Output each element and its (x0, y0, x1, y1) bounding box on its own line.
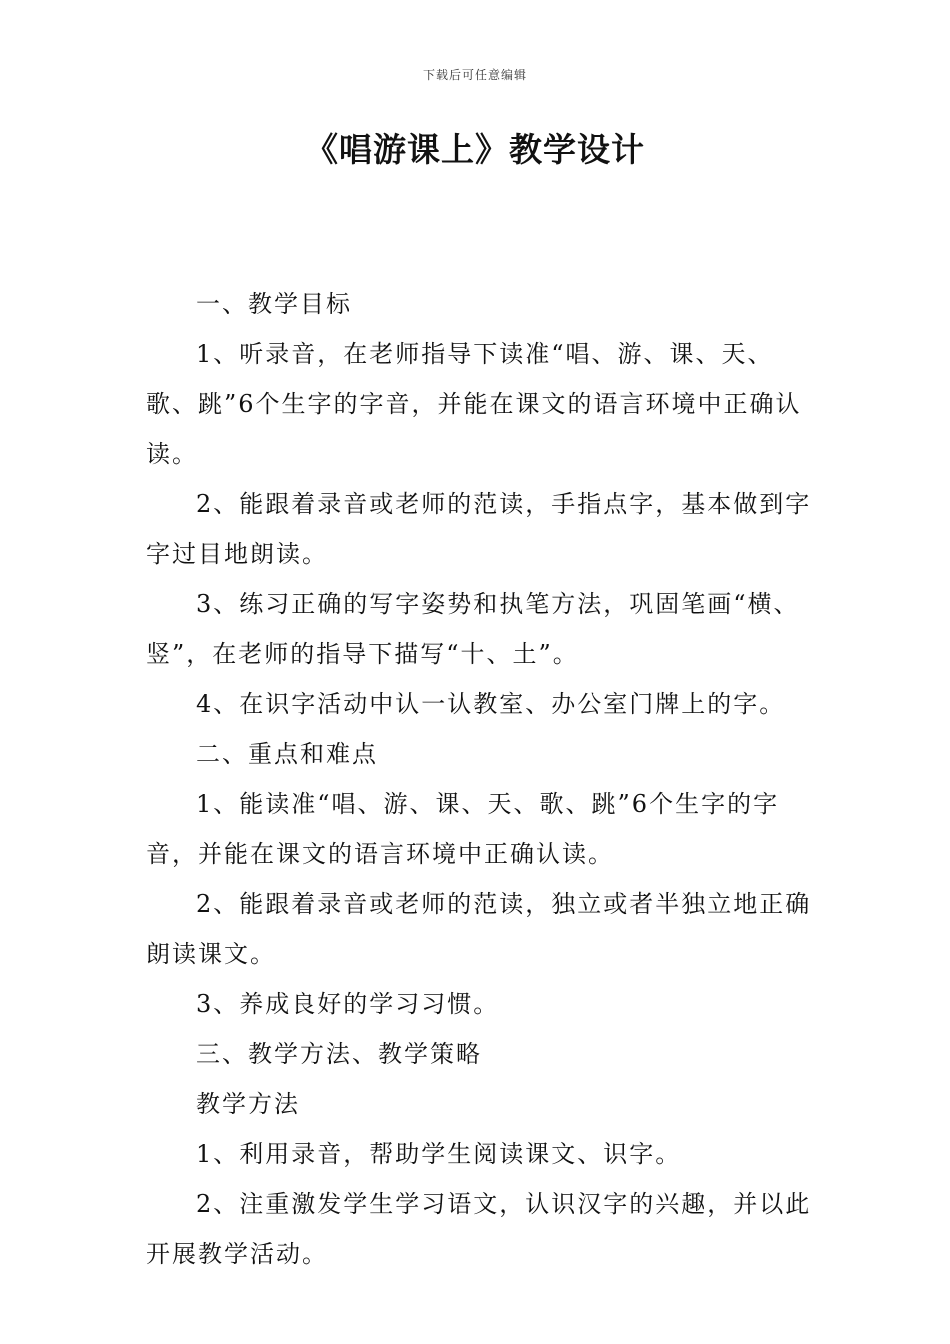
section-heading-objectives: 一、教学目标 (196, 290, 352, 318)
key-point-item-2: 2、能跟着录音或老师的范读，独立或者半独立地正确朗读课文。 (146, 890, 812, 968)
method-item-2: 2、注重激发学生学习语文，认识汉字的兴趣，并以此开展教学活动。 (146, 1190, 812, 1268)
document-body (146, 279, 816, 1279)
objective-item-4: 4、在识字活动中认一认教室、办公室门牌上的字。 (196, 690, 786, 718)
objective-item-2: 2、能跟着录音或老师的范读，手指点字，基本做到字字过目地朗读。 (146, 490, 812, 568)
header-note: 下载后可任意编辑 (422, 68, 527, 82)
subheading-teaching-methods: 教学方法 (196, 1090, 300, 1118)
document-title: 《唱游课上》教学设计 (305, 130, 645, 169)
section-heading-methods: 三、教学方法、教学策略 (196, 1040, 482, 1068)
objective-item-3: 3、练习正确的写字姿势和执笔方法，巩固笔画“横、竖”，在老师的指导下描写“十、土”。 (146, 590, 800, 668)
key-point-item-3: 3、养成良好的学习习惯。 (196, 990, 500, 1018)
key-point-item-1: 1、能读准“唱、游、课、天、歌、跳”6个生字的字音，并能在课文的语言环境中正确认读。 (146, 790, 780, 868)
method-item-1: 1、利用录音，帮助学生阅读课文、识字。 (196, 1140, 682, 1168)
section-heading-key-points: 二、重点和难点 (196, 740, 378, 768)
objective-item-1: 1、听录音，在老师指导下读准“唱、游、课、天、歌、跳”6个生字的字音，并能在课文的语言环境中正确认读。 (146, 340, 802, 468)
